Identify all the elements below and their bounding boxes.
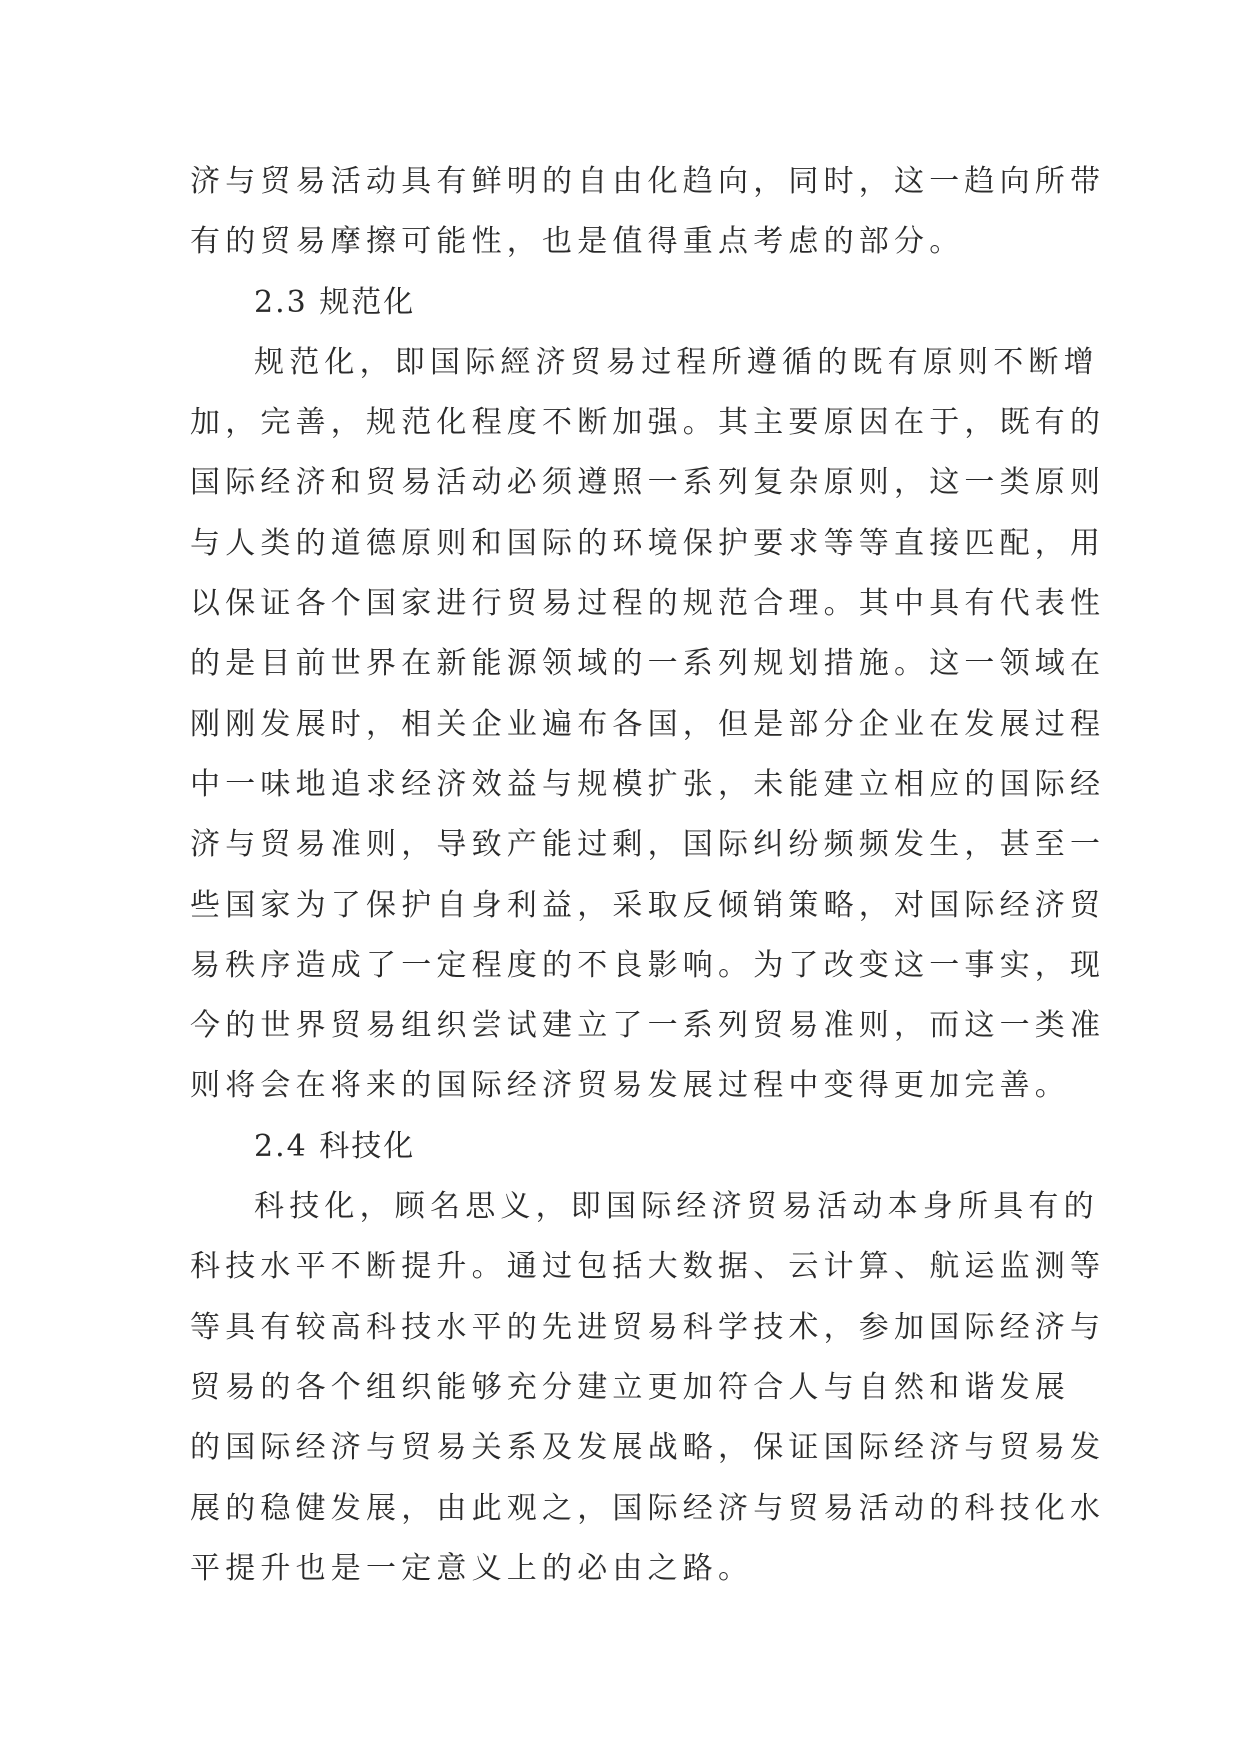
paragraph-line: 科技水平不断提升。通过包括大数据、云计算、航运监测等 [190, 1249, 1106, 1285]
paragraph-line: 贸易的各个组织能够充分建立更加符合人与自然和谐发展 [190, 1369, 1070, 1405]
paragraph-line: 与人类的道德原则和国际的环境保护要求等等直接匹配，用 [190, 525, 1106, 561]
paragraph-line: 则将会在将来的国际经济贸易发展过程中变得更加完善。 [190, 1068, 1070, 1104]
body-text [190, 152, 1106, 1599]
paragraph-line: 中一味地追求经济效益与规模扩张，未能建立相应的国际经 [190, 766, 1106, 802]
paragraph-line: 今的世界贸易组织尝试建立了一系列贸易准则，而这一类准 [190, 1008, 1106, 1044]
paragraph-line: 济与贸易准则，导致产能过剩，国际纠纷频频发生，甚至一 [190, 827, 1106, 863]
paragraph-line: 以保证各个国家进行贸易过程的规范合理。其中具有代表性 [190, 586, 1106, 622]
paragraph-line: 等具有较高科技水平的先进贸易科学技术，参加国际经济与 [190, 1309, 1106, 1345]
paragraph-line: 科技化，顾名思义，即国际经济贸易活动本身所具有的 [254, 1189, 1099, 1225]
paragraph-line: 平提升也是一定意义上的必由之路。 [190, 1550, 754, 1586]
paragraph-line: 规范化，即国际經济贸易过程所遵循的既有原则不断增 [254, 344, 1099, 380]
paragraph-line: 易秩序造成了一定程度的不良影响。为了改变这一事实，现 [190, 947, 1106, 983]
paragraph-line: 加，完善，规范化程度不断加强。其主要原因在于，既有的 [190, 405, 1106, 441]
paragraph-line: 的是目前世界在新能源领域的一系列规划措施。这一领域在 [190, 646, 1106, 682]
paragraph-line: 些国家为了保护自身利益，采取反倾销策略，对国际经济贸 [190, 887, 1106, 923]
section-heading-2-4: 2.4 科技化 [254, 1128, 416, 1164]
paragraph-line: 的国际经济与贸易关系及发展战略，保证国际经济与贸易发 [190, 1430, 1106, 1466]
paragraph-line: 有的贸易摩擦可能性，也是值得重点考虑的部分。 [190, 224, 965, 260]
section-heading-2-3: 2.3 规范化 [254, 284, 416, 320]
paragraph-line: 济与贸易活动具有鲜明的自由化趋向，同时，这一趋向所带 [190, 164, 1106, 199]
paragraph-line: 国际经济和贸易活动必须遵照一系列复杂原则，这一类原则 [190, 465, 1106, 501]
paragraph-line: 刚刚发展时，相关企业遍布各国，但是部分企业在发展过程 [190, 706, 1106, 742]
paragraph-line: 展的稳健发展，由此观之，国际经济与贸易活动的科技化水 [190, 1490, 1106, 1526]
